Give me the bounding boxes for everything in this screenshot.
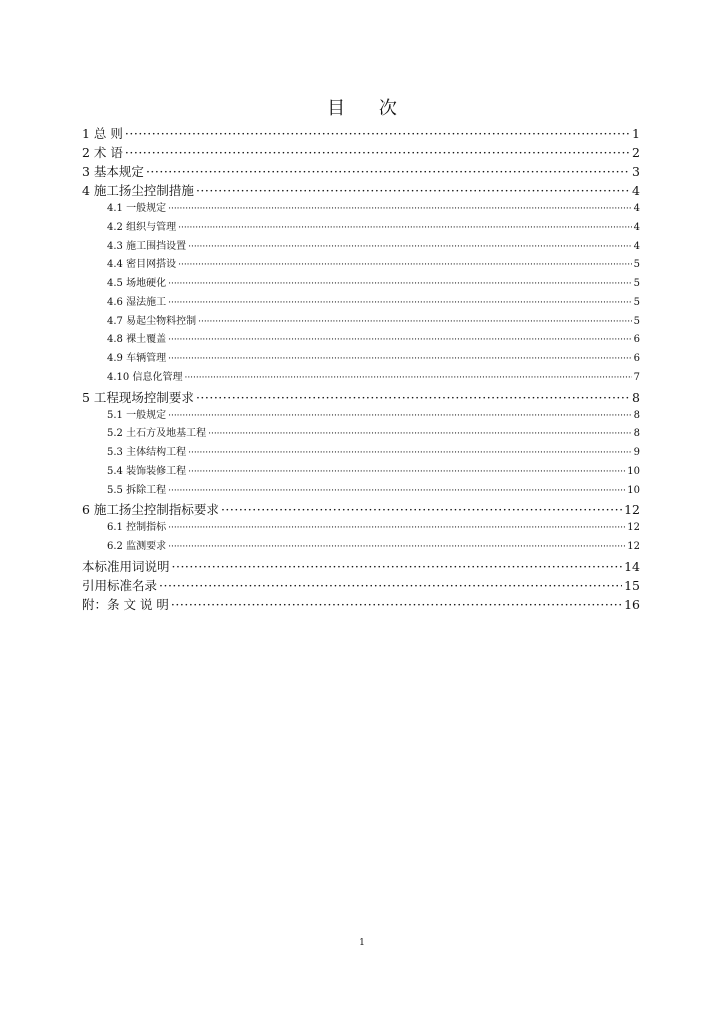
toc-entry-page: 1: [632, 126, 640, 141]
toc-entry-page: 12: [624, 502, 640, 518]
toc-entry[interactable]: [82, 200, 640, 219]
toc-leader-dots: [172, 557, 623, 576]
toc-entry-page: 5: [633, 278, 640, 289]
toc-entry[interactable]: [82, 407, 640, 426]
toc-leader-dots: [125, 124, 630, 143]
toc-entry-page: 12: [627, 541, 640, 552]
toc-leader-dots: [184, 369, 631, 388]
toc-entry[interactable]: [82, 256, 640, 275]
toc-leader-dots: [159, 576, 622, 595]
toc-entry[interactable]: [82, 331, 640, 350]
toc-entry-page: 4: [632, 183, 640, 198]
toc-entry[interactable]: [82, 538, 640, 557]
toc-entry-page: 9: [633, 447, 640, 458]
toc-entry-label: 4.3 施工围挡设置: [107, 240, 187, 252]
toc-leader-dots: [188, 444, 632, 463]
toc-leader-dots: [168, 407, 632, 426]
toc-entry-label: 3 基本规定: [82, 164, 144, 179]
toc-entry-page: 15: [624, 577, 640, 593]
toc-entry[interactable]: [82, 162, 640, 181]
toc-entry-label: 本标准用词说明: [82, 558, 170, 574]
toc-leader-dots: [196, 181, 630, 200]
toc-entry-page: 2: [632, 145, 640, 160]
toc-entry-label: 4.5 场地硬化: [107, 278, 167, 289]
toc-entry[interactable]: [82, 444, 640, 463]
toc-entry[interactable]: [82, 388, 640, 407]
toc-entry-label: 1 总 则: [82, 126, 123, 141]
toc-leader-dots: [208, 425, 632, 444]
toc-entry-label: 6.1 控制指标: [107, 522, 167, 534]
toc-entry-label: 4.4 密目网搭设: [107, 259, 177, 271]
toc-leader-dots: [125, 143, 630, 162]
toc-leader-dots: [168, 538, 625, 557]
toc-entry-label: 5.5 拆除工程: [107, 484, 167, 496]
toc-entry-label: 6 施工扬尘控制指标要求: [82, 502, 219, 518]
toc-entry-label: 2 术 语: [82, 145, 123, 160]
toc-entry-page: 7: [633, 371, 640, 383]
toc-entry-page: 4: [633, 221, 640, 233]
toc-entry-label: 附：条 文 说 明: [82, 596, 169, 612]
toc-entry[interactable]: [82, 463, 640, 482]
toc-entry-label: 4.9 车辆管理: [107, 353, 167, 364]
toc-leader-dots: [196, 388, 630, 407]
toc-entry[interactable]: [82, 124, 640, 143]
toc-entry-label: 5.2 土石方及地基工程: [107, 428, 207, 440]
toc-leader-dots: [221, 500, 622, 519]
table-of-contents: [82, 124, 640, 614]
toc-entry[interactable]: [82, 519, 640, 538]
toc-leader-dots: [146, 162, 630, 181]
toc-entry-page: 16: [624, 596, 640, 612]
toc-leader-dots: [168, 331, 632, 350]
toc-leader-dots: [168, 519, 625, 538]
toc-leader-dots: [198, 313, 632, 332]
toc-entry[interactable]: [82, 181, 640, 200]
toc-entry-label: 4.8 裸土覆盖: [107, 334, 167, 346]
toc-entry-label: 5.3 主体结构工程: [107, 447, 187, 458]
toc-entry-label: 4.6 湿法施工: [107, 296, 167, 308]
toc-entry[interactable]: [82, 369, 640, 388]
toc-entry[interactable]: [82, 557, 640, 576]
toc-entry-label: 5 工程现场控制要求: [82, 389, 194, 405]
toc-title: 目 次: [327, 98, 411, 119]
toc-leader-dots: [188, 238, 632, 257]
toc-entry-page: 8: [633, 409, 640, 421]
toc-entry[interactable]: [82, 482, 640, 501]
toc-entry-page: 5: [633, 296, 640, 308]
toc-entry-page: 5: [633, 315, 640, 327]
toc-entry[interactable]: [82, 595, 640, 614]
toc-entry-page: 6: [633, 353, 640, 364]
toc-leader-dots: [168, 482, 625, 501]
toc-entry[interactable]: [82, 219, 640, 238]
toc-entry[interactable]: [82, 350, 640, 369]
toc-entry-label: 4.1 一般规定: [107, 203, 167, 214]
toc-entry-page: 6: [633, 334, 640, 346]
page-number: 1: [359, 938, 365, 948]
toc-leader-dots: [168, 294, 632, 313]
toc-entry[interactable]: [82, 313, 640, 332]
toc-entry-page: 8: [632, 389, 640, 405]
toc-entry-label: 4.7 易起尘物料控制: [107, 315, 197, 327]
toc-entry-page: 12: [627, 522, 640, 534]
toc-leader-dots: [188, 463, 625, 482]
toc-leader-dots: [168, 350, 632, 369]
toc-entry-page: 4: [633, 203, 640, 214]
toc-entry-page: 14: [624, 558, 640, 574]
toc-entry-page: 10: [627, 484, 640, 496]
toc-entry-page: 4: [633, 240, 640, 252]
toc-leader-dots: [168, 275, 632, 294]
toc-leader-dots: [178, 219, 632, 238]
toc-entry[interactable]: [82, 500, 640, 519]
toc-entry[interactable]: [82, 425, 640, 444]
toc-entry-label: 5.1 一般规定: [107, 409, 167, 421]
toc-entry-page: 3: [632, 164, 640, 179]
toc-entry-page: 10: [627, 465, 640, 477]
toc-entry[interactable]: [82, 238, 640, 257]
toc-leader-dots: [178, 256, 632, 275]
toc-entry-label: 引用标准名录: [82, 577, 158, 593]
toc-entry[interactable]: [82, 294, 640, 313]
toc-entry-label: 5.4 装饰装修工程: [107, 465, 187, 477]
toc-entry[interactable]: [82, 576, 640, 595]
toc-entry-label: 4.2 组织与管理: [107, 221, 177, 233]
toc-entry[interactable]: [82, 143, 640, 162]
toc-leader-dots: [168, 200, 632, 219]
toc-entry-page: 8: [633, 428, 640, 440]
toc-entry-label: 6.2 监测要求: [107, 541, 167, 552]
toc-entry[interactable]: [82, 275, 640, 294]
toc-entry-label: 4.10 信息化管理: [107, 371, 183, 383]
toc-leader-dots: [171, 595, 622, 614]
toc-entry-label: 4 施工扬尘控制措施: [82, 183, 194, 198]
toc-entry-page: 5: [633, 259, 640, 271]
